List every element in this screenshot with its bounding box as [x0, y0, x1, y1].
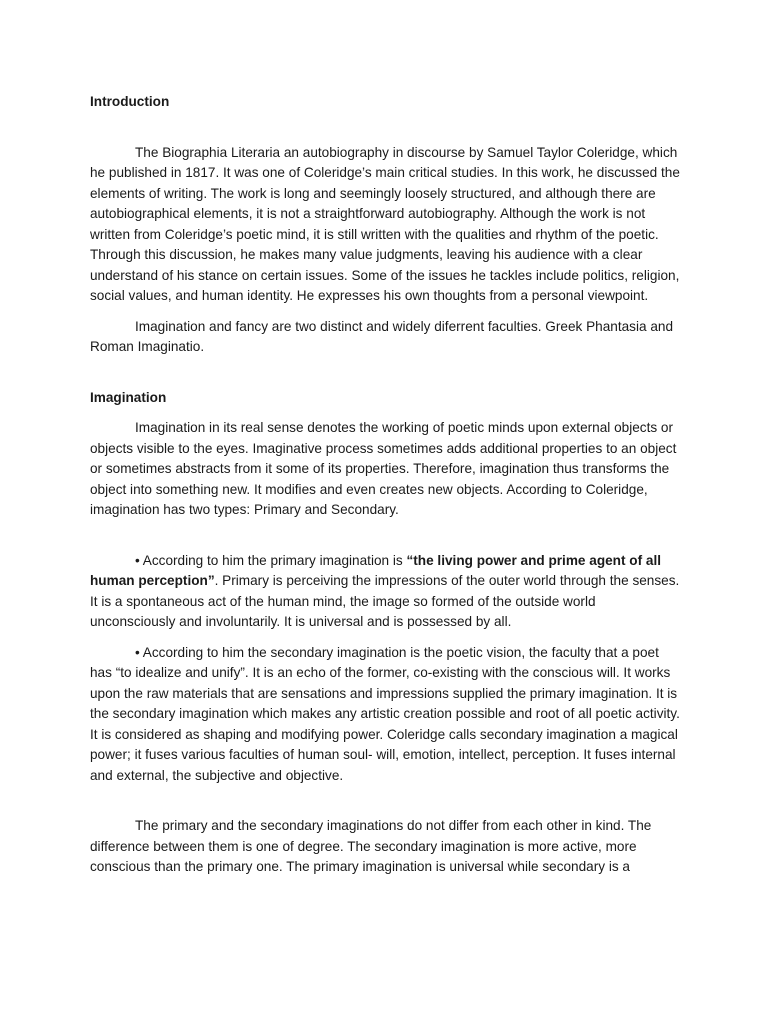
imagination-heading: Imagination: [90, 389, 167, 405]
difference-paragraph: The primary and the secondary imaginations do not differ from each other in kind. The difference between them is one of degree. The secondary imagination is more active, more conscious than the primary one. The primary imagination is universal while secondary is a: [90, 818, 652, 874]
fancy-paragraph: Imagination and fancy are two distinct and widely diferrent faculties. Greek Phantasia and Roman Imaginatio.: [90, 318, 674, 354]
document-body: [90, 92, 680, 878]
introduction-paragraph: The Biographia Literaria an autobiography in discourse by Samuel Taylor Coleridge, which he published in 1817. It was one of Coleridge’s main critical studies. In this work, he discussed the elements of writing. The work is long and seemingly loosely structured, and although there are autobiographical elements, it is not a straightforward autobiography. Although the work is not written from Coleridge’s poetic mind, it is still written with the qualities and rhythm of the poetic. Through this discussion, he makes many value judgments, leaving his audience with a clear understand of his stance on certain issues. Some of the issues he tackles include politics, religion, social values, and human identity. He expresses his own thoughts from a personal viewpoint.: [90, 144, 680, 303]
imagination-paragraph: Imagination in its real sense denotes the working of poetic minds upon external objects or objects visible to the eyes. Imaginative process sometimes adds additional properties to an object or sometimes abstracts from it some of its properties. Therefore, imagination thus transforms the object into something new. It modifies and even creates new objects. According to Coleridge, imagination has two types: Primary and Secondary.: [90, 420, 677, 517]
primary-bullet-rest: . Primary is perceiving the impressions of the outer world through the senses. It is a spontaneous act of the human mind, the image so formed of the outside world unconsciously and involuntarily. It is universal and is possessed by all.: [90, 573, 680, 629]
primary-bullet-quote: “the living power and prime agent of all human perception”: [90, 552, 662, 588]
secondary-imagination-bullet: • According to him the secondary imagination is the poetic vision, the faculty that a poet has “to idealize and unify”. It is an echo of the former, co-existing with the conscious will. It works upon the raw materials that are sensations and impressions supplied the primary imagination. It is the secondary imagination which makes any artistic creation possible and root of all poetic activity. It is considered as shaping and modifying power. Coleridge calls secondary imagination a magical power; it fuses various faculties of human soul- will, emotion, intellect, perception. It fuses internal and external, the subjective and objective.: [90, 644, 680, 783]
primary-bullet-lead: • According to him the primary imagination is: [135, 552, 407, 568]
introduction-heading: Introduction: [90, 94, 170, 109]
primary-imagination-bullet: [90, 551, 680, 633]
